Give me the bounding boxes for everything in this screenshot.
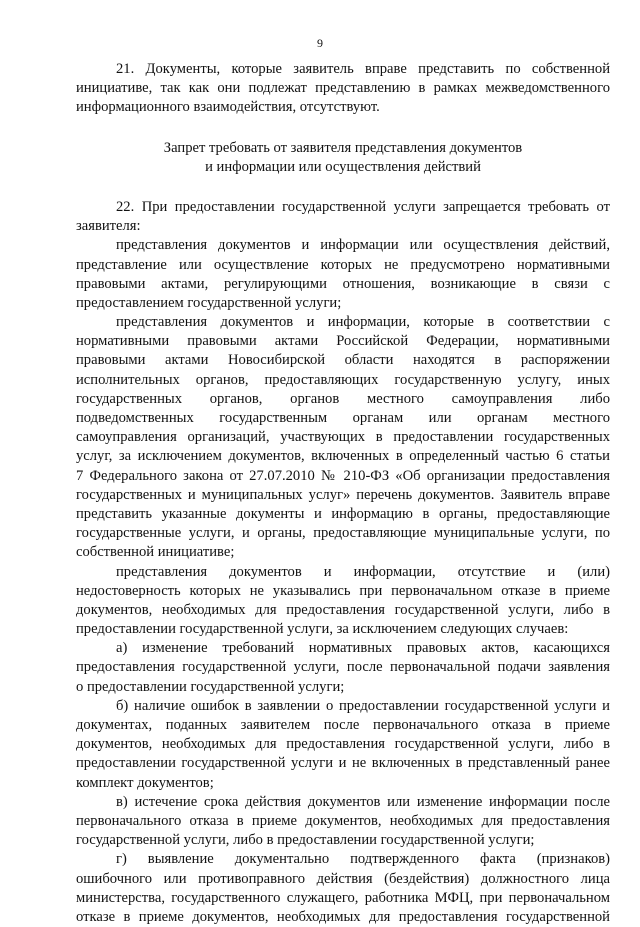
text-line: государственной услуги, либо в предоставлении государственной услуги; <box>76 832 535 849</box>
text-line: государственных и муниципальных услуг» перечень документов. Заявитель вправе <box>76 486 610 503</box>
case-b <box>76 697 610 793</box>
text-line: документов, необходимых для предоставления государственной услуги, либо в <box>76 736 610 753</box>
text-line: министерства, государственного служащего, работника МФЦ, при первоначальном <box>76 889 610 906</box>
text-line: предоставлении государственной услуги, за исключением следующих случаев: <box>76 621 569 638</box>
list-item-3 <box>76 563 610 640</box>
text-line: представления документов и информации, которые в соответствии с <box>116 314 610 331</box>
text-line: в) истечение срока действия документов или изменение информации после <box>116 793 610 810</box>
text-line: услуг, за исключением документов, включенных в определенный частью 6 статьи <box>76 448 610 465</box>
text-line: документов, необходимых для предоставления государственной услуги, либо в <box>76 601 610 618</box>
text-line: правовыми актами Новосибирской области находятся в распоряжении <box>76 352 610 369</box>
case-a <box>76 639 610 697</box>
text-line: подведомственных государственным органам или органам местного <box>76 410 610 426</box>
text-line: г) выявление документально подтвержденного факта (признаков) <box>116 851 610 868</box>
text-line: исполнительных органов, предоставляющих государственную услугу, иных <box>76 371 610 388</box>
text-line: правовыми актами, регулирующими отношения, возникающие в связи с <box>76 275 610 292</box>
text-line: предоставления государственной услуги, после первоначальной подачи заявления <box>76 659 610 676</box>
text-line: информационного взаимодействия, отсутствуют. <box>76 99 380 116</box>
text-line: собственной инициативе; <box>76 544 235 561</box>
text-line: нормативными правовыми актами Российской Федерации, нормативными <box>76 333 610 350</box>
text-line: 7 Федерального закона от 27.07.2010 № 210-ФЗ «Об организации предоставления <box>76 467 610 484</box>
text-line: представления документов и информации или осуществления действий, <box>116 237 610 254</box>
section-heading <box>76 139 610 177</box>
case-v <box>76 793 610 851</box>
text-line: 22. При предоставлении государственной услуги запрещается требовать от <box>116 198 610 215</box>
text-line: 21. Документы, которые заявитель вправе представить по собственной <box>116 61 610 77</box>
heading-line: Запрет требовать от заявителя представления документов <box>163 139 523 156</box>
text-line: документах, поданных заявителем после первоначального отказа в приеме <box>76 717 610 733</box>
text-line: недостоверность которых не указывались при первоначальном отказе в приеме <box>76 582 610 599</box>
text-line: инициативе, так как они подлежат представлению в рамках межведомственного <box>76 80 610 97</box>
text-line: представление или осуществление которых не предусмотрено нормативными <box>76 256 610 273</box>
list-item-1 <box>76 236 610 313</box>
text-line: а) изменение требований нормативных правовых актов, касающихся <box>116 640 610 657</box>
text-line: государственных органов, органов местного самоуправления либо <box>76 390 610 407</box>
text-line: отказе в приеме документов, необходимых для предоставления государственной <box>76 908 610 925</box>
text-line: ошибочного или противоправного действия (бездействия) должностного лица <box>76 870 610 887</box>
paragraph-21 <box>76 60 610 118</box>
text-line: государственные услуги, и органы, предоставляющие муниципальные услуги, по <box>76 525 610 542</box>
text-line: о предоставлении государственной услуги; <box>76 678 345 695</box>
page-content <box>76 60 610 927</box>
text-line: самоуправления организаций, участвующих в предоставлении государственных <box>76 429 610 446</box>
list-item-2 <box>76 313 610 562</box>
text-line: представления документов и информации, отсутствие и (или) <box>116 563 610 580</box>
case-g <box>76 850 610 927</box>
text-line: заявителя: <box>76 218 141 235</box>
text-line: комплект документов; <box>76 774 214 791</box>
text-line: представить указанные документы и информацию в органы, предоставляющие <box>76 505 610 522</box>
heading-line: и информации или осуществления действий <box>205 158 481 175</box>
paragraph-22 <box>76 198 610 236</box>
text-line: предоставлением государственной услуги; <box>76 294 342 311</box>
text-line: б) наличие ошибок в заявлении о предоставлении государственной услуги и <box>116 697 610 714</box>
page-number: 9 <box>317 36 323 50</box>
text-line: первоначального отказа в приеме документов, необходимых для предоставления <box>76 812 610 829</box>
text-line: предоставлении государственной услуги и не включенных в представленный ранее <box>76 755 610 772</box>
